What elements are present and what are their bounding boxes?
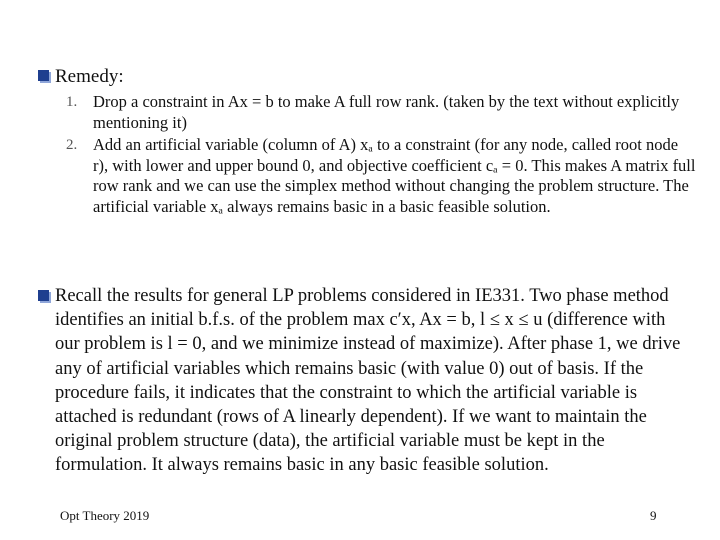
square-bullet-icon (38, 70, 49, 81)
remedy-list (66, 92, 696, 219)
square-bullet-icon (38, 290, 49, 301)
bullet-remedy (38, 66, 124, 88)
remedy-heading: Remedy: (55, 66, 124, 87)
item-number: 1. (66, 94, 78, 110)
item-number: 2. (66, 137, 78, 153)
item-text: Add an artificial variable (column of A) xₐ to a constraint (for any node, called root node r), with lower and upper bound 0, and objective coefficient cₐ = 0. This makes A matrix full row rank and we can use the simplex method without changing the problem structure. The artificial variable xₐ always remains basic in a basic feasible solution. (93, 135, 696, 216)
footer-course: Opt Theory 2019 (60, 508, 150, 523)
list-item (66, 135, 696, 217)
page-number: 9 (650, 508, 657, 523)
item-text: Drop a constraint in Ax = b to make A full row rank. (taken by the text without explicitly mentioning it) (93, 92, 680, 132)
bullet-recall (38, 284, 688, 478)
list-item (66, 92, 696, 133)
recall-paragraph: Recall the results for general LP problems considered in IE331. Two phase method identifies an initial b.f.s. of the problem max c′x, Ax = b, l ≤ x ≤ u (difference with our problem is l = 0, and we minimize instead of maximize). After phase 1, we drive any of artificial variables which remains basic (with value 0) out of basis. If the procedure fails, it indicates that the constraint to which the artificial variable is attached is redundant (rows of A linearly dependent). If we want to maintain the original problem structure (data), the artificial variable must be kept in the formulation. It always remains basic in any basic feasible solution. (55, 286, 681, 476)
